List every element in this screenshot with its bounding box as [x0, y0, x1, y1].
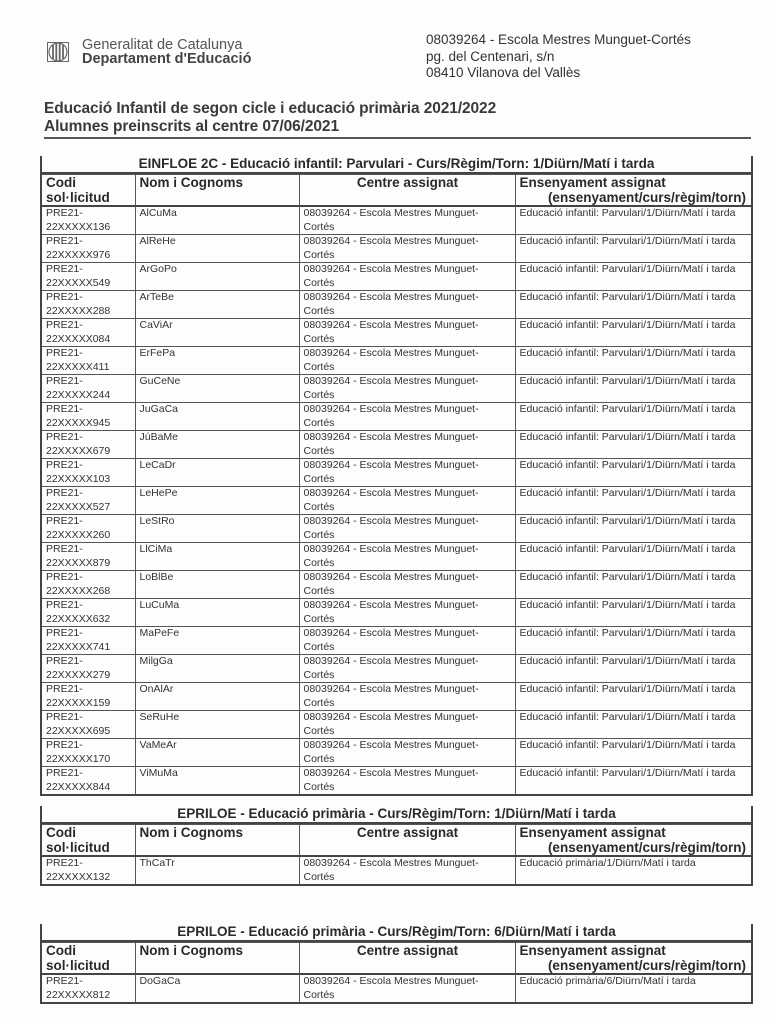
section-title: EPRILOE - Educació primària - Curs/Règim/Torn: 1/Diürn/Matí i tarda: [42, 806, 751, 824]
cell-ensenyament: Educació infantil: Parvulari/1/Diürn/Matí i tarda: [515, 319, 751, 347]
table-row: [42, 459, 751, 487]
cell-nom: LlCiMa: [135, 543, 299, 571]
cell-ensenyament: Educació infantil: Parvulari/1/Diürn/Matí i tarda: [515, 543, 751, 571]
address-line: 08410 Vilanova del Vallès: [426, 65, 581, 80]
table-row: [42, 515, 751, 543]
column-header-centre: Centre assignat: [299, 175, 515, 207]
table-row: [42, 627, 751, 655]
cell-nom: MaPeFe: [135, 627, 299, 655]
column-header-centre: Centre assignat: [299, 825, 515, 857]
cell-ensenyament: Educació infantil: Parvulari/1/Diürn/Matí i tarda: [515, 739, 751, 767]
cell-codi: PRE21- 22XXXXX741: [42, 627, 135, 655]
cell-nom: ViMuMa: [135, 767, 299, 795]
section-epriloe-1: [40, 806, 753, 886]
cell-nom: MilgGa: [135, 655, 299, 683]
cell-codi: PRE21- 22XXXXX632: [42, 599, 135, 627]
cell-codi: PRE21- 22XXXXX103: [42, 459, 135, 487]
cell-centre: 08039264 - Escola Mestres Munguet- Cortés: [299, 543, 515, 571]
cell-codi: PRE21- 22XXXXX260: [42, 515, 135, 543]
table-row: [42, 683, 751, 711]
cell-centre: 08039264 - Escola Mestres Munguet- Cortés: [299, 319, 515, 347]
table-row: [42, 263, 751, 291]
cell-codi: PRE21- 22XXXXX132: [42, 856, 135, 884]
column-header-codi: Codi sol·licitud: [42, 175, 135, 207]
cell-codi: PRE21- 22XXXXX244: [42, 375, 135, 403]
cell-nom: ThCaTr: [135, 856, 299, 884]
cell-nom: ErFePa: [135, 347, 299, 375]
generalitat-logo: [47, 38, 251, 66]
cell-ensenyament: Educació infantil: Parvulari/1/Diürn/Matí i tarda: [515, 347, 751, 375]
title-line-2: Alumnes preinscrits al centre 07/06/2021: [44, 118, 339, 135]
table-header-row: [42, 825, 751, 857]
column-header-nom: Nom i Cognoms: [135, 943, 299, 975]
column-header-codi: Codi sol·licitud: [42, 943, 135, 975]
students-table: [42, 174, 751, 794]
cell-ensenyament: Educació infantil: Parvulari/1/Diürn/Matí i tarda: [515, 683, 751, 711]
cell-centre: 08039264 - Escola Mestres Munguet- Cortés: [299, 431, 515, 459]
cell-centre: 08039264 - Escola Mestres Munguet- Cortés: [299, 974, 515, 1002]
cell-nom: LoBlBe: [135, 571, 299, 599]
cell-codi: PRE21- 22XXXXX411: [42, 347, 135, 375]
cell-codi: PRE21- 22XXXXX084: [42, 319, 135, 347]
cell-ensenyament: Educació infantil: Parvulari/1/Diürn/Matí i tarda: [515, 599, 751, 627]
table-row: [42, 235, 751, 263]
cell-codi: PRE21- 22XXXXX812: [42, 974, 135, 1002]
title-line-1: Educació Infantil de segon cicle i educació primària 2021/2022: [44, 100, 497, 117]
column-header-centre: Centre assignat: [299, 943, 515, 975]
cell-centre: 08039264 - Escola Mestres Munguet- Cortés: [299, 599, 515, 627]
table-row: [42, 655, 751, 683]
document-title: [44, 100, 751, 139]
cell-centre: 08039264 - Escola Mestres Munguet- Cortés: [299, 459, 515, 487]
cell-nom: JúBaMe: [135, 431, 299, 459]
table-row: [42, 739, 751, 767]
cell-codi: PRE21- 22XXXXX844: [42, 767, 135, 795]
column-header-ensenyament: Ensenyament assignat (ensenyament/curs/règim/torn): [515, 943, 751, 975]
cell-centre: 08039264 - Escola Mestres Munguet- Cortés: [299, 403, 515, 431]
cell-centre: 08039264 - Escola Mestres Munguet- Cortés: [299, 683, 515, 711]
column-header-ensenyament: Ensenyament assignat (ensenyament/curs/règim/torn): [515, 175, 751, 207]
cell-nom: ArGoPo: [135, 263, 299, 291]
cell-centre: 08039264 - Escola Mestres Munguet- Cortés: [299, 767, 515, 795]
cell-codi: PRE21- 22XXXXX170: [42, 739, 135, 767]
table-row: [42, 599, 751, 627]
cell-centre: 08039264 - Escola Mestres Munguet- Cortés: [299, 263, 515, 291]
column-header-nom: Nom i Cognoms: [135, 825, 299, 857]
cell-codi: PRE21- 22XXXXX159: [42, 683, 135, 711]
cell-codi: PRE21- 22XXXXX268: [42, 571, 135, 599]
table-row: [42, 319, 751, 347]
table-row: [42, 856, 751, 884]
cell-ensenyament: Educació infantil: Parvulari/1/Diürn/Matí i tarda: [515, 515, 751, 543]
cell-ensenyament: Educació primària/1/Diürn/Matí i tarda: [515, 856, 751, 884]
cell-nom: CaViAr: [135, 319, 299, 347]
cell-nom: DoGaCa: [135, 974, 299, 1002]
cell-nom: OnAlAr: [135, 683, 299, 711]
column-header-ensenyament: Ensenyament assignat (ensenyament/curs/règim/torn): [515, 825, 751, 857]
cell-centre: 08039264 - Escola Mestres Munguet- Cortés: [299, 206, 515, 235]
cell-nom: SeRuHe: [135, 711, 299, 739]
cell-nom: GuCeNe: [135, 375, 299, 403]
table-row: [42, 291, 751, 319]
section-einfloe-2c: [40, 156, 753, 796]
cell-codi: PRE21- 22XXXXX695: [42, 711, 135, 739]
table-header-row: [42, 943, 751, 975]
cell-centre: 08039264 - Escola Mestres Munguet- Cortés: [299, 487, 515, 515]
table-row: [42, 206, 751, 235]
school-address: [426, 32, 691, 82]
cell-centre: 08039264 - Escola Mestres Munguet- Cortés: [299, 375, 515, 403]
table-row: [42, 571, 751, 599]
cell-codi: PRE21- 22XXXXX976: [42, 235, 135, 263]
cell-centre: 08039264 - Escola Mestres Munguet- Cortés: [299, 711, 515, 739]
cell-centre: 08039264 - Escola Mestres Munguet- Cortés: [299, 627, 515, 655]
cell-centre: 08039264 - Escola Mestres Munguet- Cortés: [299, 655, 515, 683]
cell-nom: LeStRo: [135, 515, 299, 543]
address-line: 08039264 - Escola Mestres Munguet-Cortés: [426, 32, 691, 47]
cell-ensenyament: Educació infantil: Parvulari/1/Diürn/Matí i tarda: [515, 571, 751, 599]
cell-centre: 08039264 - Escola Mestres Munguet- Cortés: [299, 856, 515, 884]
table-row: [42, 347, 751, 375]
section-epriloe-6: [40, 924, 753, 1004]
cell-ensenyament: Educació infantil: Parvulari/1/Diürn/Matí i tarda: [515, 206, 751, 235]
cell-ensenyament: Educació infantil: Parvulari/1/Diürn/Matí i tarda: [515, 403, 751, 431]
cell-ensenyament: Educació infantil: Parvulari/1/Diürn/Matí i tarda: [515, 263, 751, 291]
cell-codi: PRE21- 22XXXXX879: [42, 543, 135, 571]
cell-codi: PRE21- 22XXXXX288: [42, 291, 135, 319]
table-row: [42, 375, 751, 403]
cell-nom: AlCuMa: [135, 206, 299, 235]
cell-nom: LeHePe: [135, 487, 299, 515]
table-row: [42, 711, 751, 739]
table-header-row: [42, 175, 751, 207]
section-title: EINFLOE 2C - Educació infantil: Parvulari - Curs/Règim/Torn: 1/Diürn/Matí i tarda: [42, 156, 751, 174]
cell-ensenyament: Educació infantil: Parvulari/1/Diürn/Matí i tarda: [515, 487, 751, 515]
cell-ensenyament: Educació infantil: Parvulari/1/Diürn/Matí i tarda: [515, 235, 751, 263]
logo-line-1: Generalitat de Catalunya: [82, 37, 243, 53]
table-row: [42, 767, 751, 795]
cell-nom: LuCuMa: [135, 599, 299, 627]
address-line: pg. del Centenari, s/n: [426, 48, 555, 64]
cell-centre: 08039264 - Escola Mestres Munguet- Cortés: [299, 347, 515, 375]
cell-ensenyament: Educació infantil: Parvulari/1/Diürn/Matí i tarda: [515, 375, 751, 403]
cell-ensenyament: Educació infantil: Parvulari/1/Diürn/Matí i tarda: [515, 711, 751, 739]
students-table: [42, 824, 751, 884]
cell-ensenyament: Educació infantil: Parvulari/1/Diürn/Matí i tarda: [515, 431, 751, 459]
table-row: [42, 487, 751, 515]
cell-codi: PRE21- 22XXXXX549: [42, 263, 135, 291]
cell-nom: LeCaDr: [135, 459, 299, 487]
table-row: [42, 543, 751, 571]
table-row: [42, 403, 751, 431]
cell-codi: PRE21- 22XXXXX679: [42, 431, 135, 459]
cell-ensenyament: Educació infantil: Parvulari/1/Diürn/Matí i tarda: [515, 291, 751, 319]
students-table: [42, 942, 751, 1002]
table-row: [42, 431, 751, 459]
table-row: [42, 974, 751, 1002]
cell-nom: AlReHe: [135, 235, 299, 263]
cell-ensenyament: Educació infantil: Parvulari/1/Diürn/Matí i tarda: [515, 459, 751, 487]
cell-centre: 08039264 - Escola Mestres Munguet- Cortés: [299, 571, 515, 599]
cell-centre: 08039264 - Escola Mestres Munguet- Cortés: [299, 235, 515, 263]
generalitat-emblem-icon: [47, 42, 69, 62]
cell-codi: PRE21- 22XXXXX279: [42, 655, 135, 683]
logo-line-2: Departament d'Educació: [82, 51, 252, 67]
cell-nom: JuGaCa: [135, 403, 299, 431]
cell-nom: VaMeAr: [135, 739, 299, 767]
cell-ensenyament: Educació infantil: Parvulari/1/Diürn/Matí i tarda: [515, 767, 751, 795]
cell-centre: 08039264 - Escola Mestres Munguet- Cortés: [299, 515, 515, 543]
column-header-nom: Nom i Cognoms: [135, 175, 299, 207]
cell-centre: 08039264 - Escola Mestres Munguet- Cortés: [299, 739, 515, 767]
cell-nom: ArTeBe: [135, 291, 299, 319]
cell-ensenyament: Educació primària/6/Diürn/Matí i tarda: [515, 974, 751, 1002]
section-title: EPRILOE - Educació primària - Curs/Règim/Torn: 6/Diürn/Matí i tarda: [42, 924, 751, 942]
cell-codi: PRE21- 22XXXXX136: [42, 206, 135, 235]
cell-codi: PRE21- 22XXXXX527: [42, 487, 135, 515]
cell-ensenyament: Educació infantil: Parvulari/1/Diürn/Matí i tarda: [515, 627, 751, 655]
cell-centre: 08039264 - Escola Mestres Munguet- Cortés: [299, 291, 515, 319]
cell-codi: PRE21- 22XXXXX945: [42, 403, 135, 431]
cell-ensenyament: Educació infantil: Parvulari/1/Diürn/Matí i tarda: [515, 655, 751, 683]
column-header-codi: Codi sol·licitud: [42, 825, 135, 857]
